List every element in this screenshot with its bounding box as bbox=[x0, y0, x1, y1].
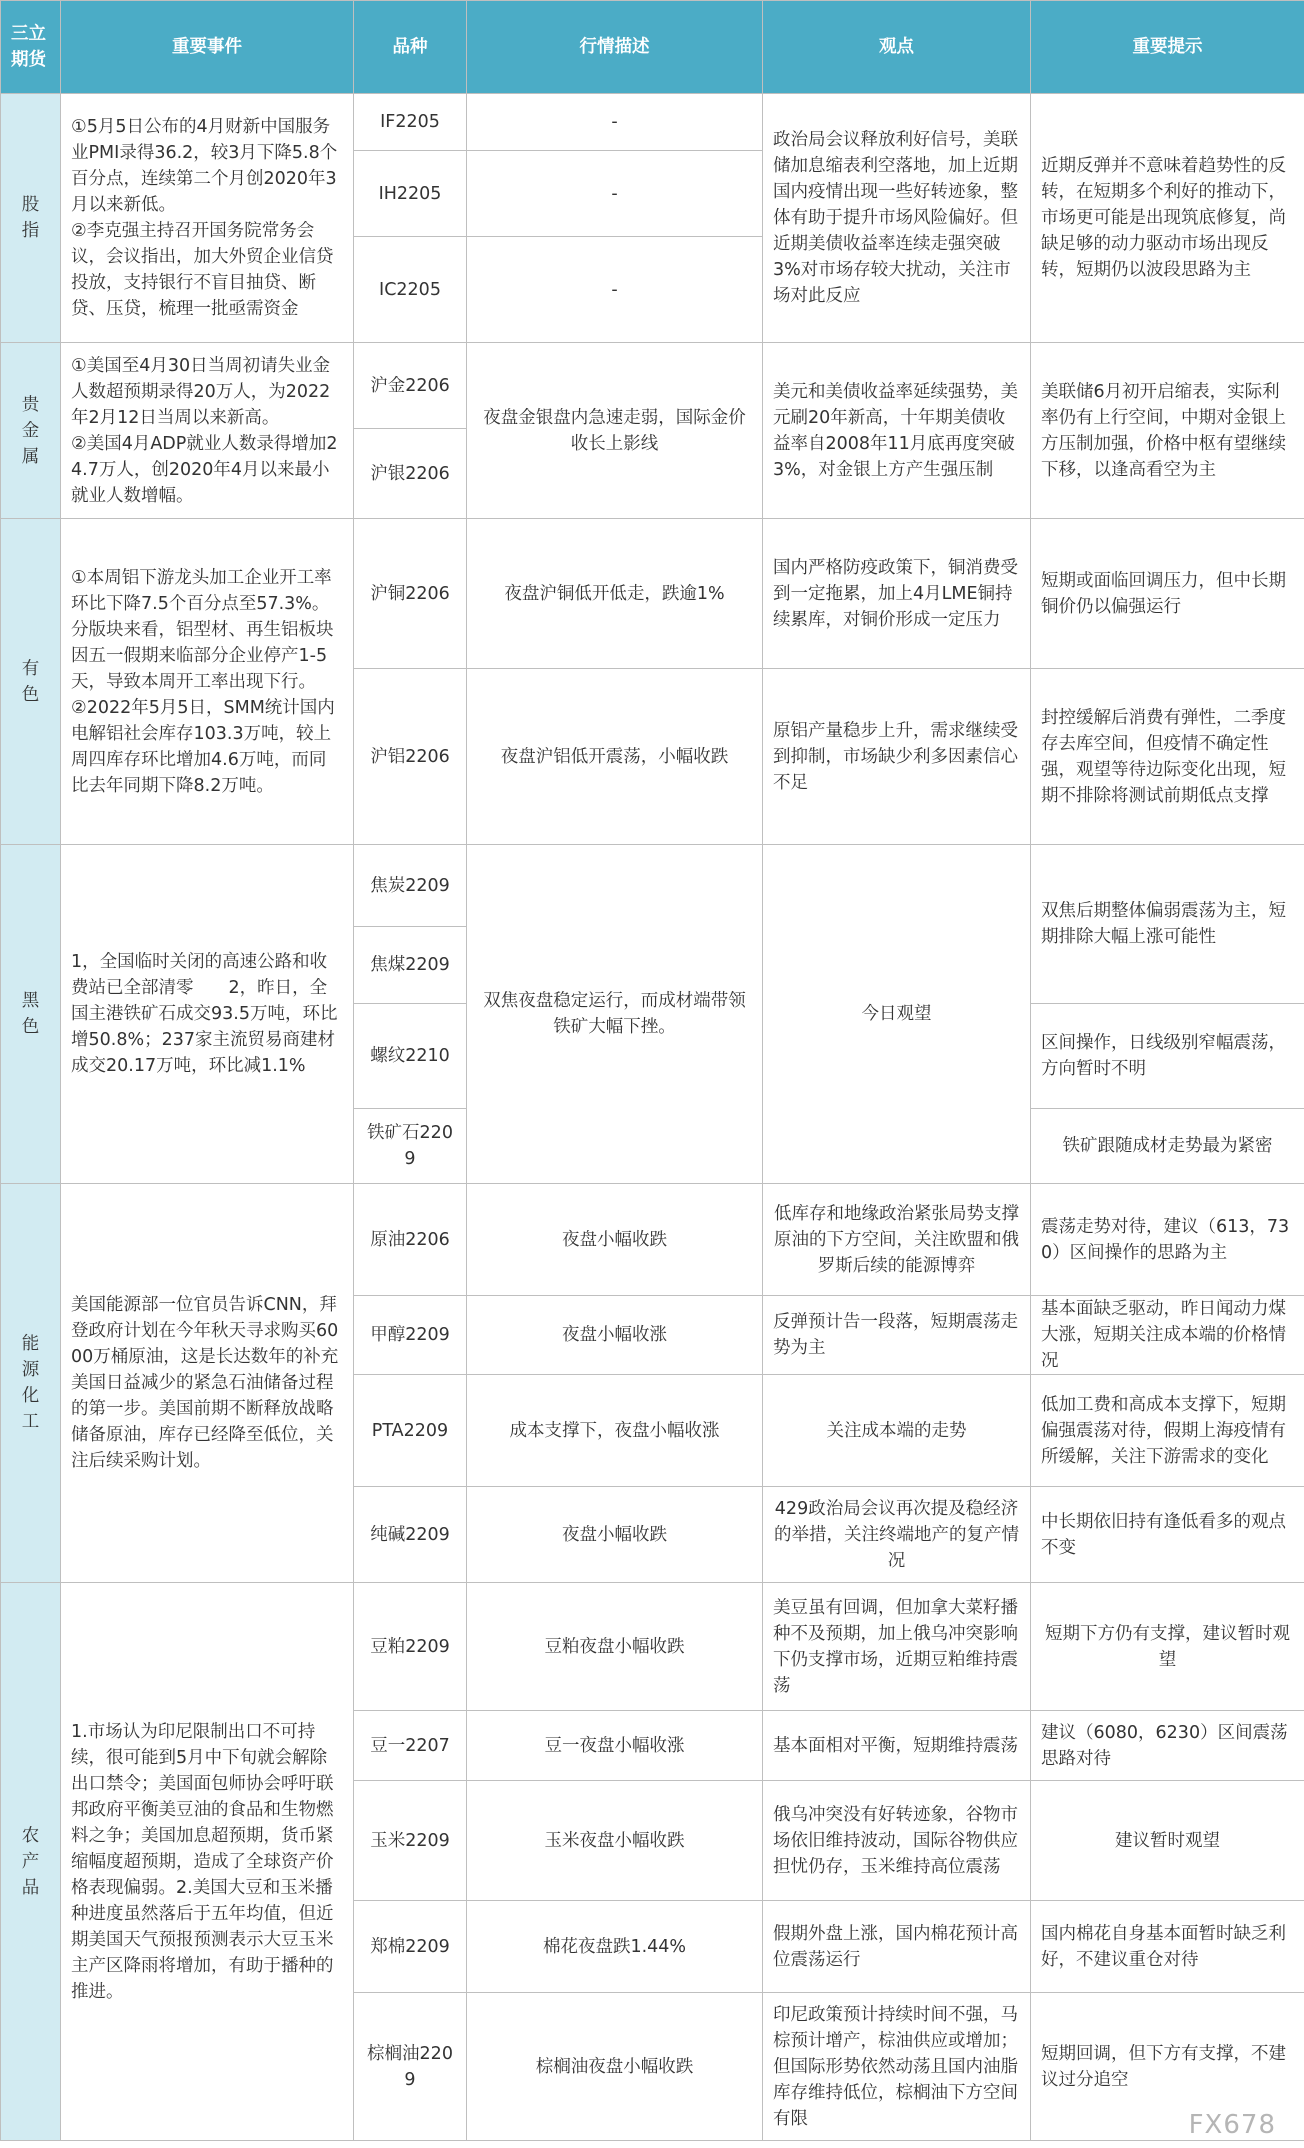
view-palm-oil-2209: 印尼政策预计持续时间不强，马棕预计增产，棕油供应或增加；但国际形势依然动荡且国内油脂库存维持低位，棕榈油下方空间有限 bbox=[763, 1993, 1031, 2141]
view-pta-2209: 关注成本端的走势 bbox=[763, 1375, 1031, 1487]
variety-copper-2206: 沪铜2206 bbox=[354, 519, 467, 669]
header-view: 观点 bbox=[763, 1, 1031, 94]
variety-iron-ore-2209: 铁矿石2209 bbox=[354, 1109, 467, 1184]
header-tip: 重要提示 bbox=[1031, 1, 1304, 94]
view-cotton-2209: 假期外盘上涨，国内棉花预计高位震荡运行 bbox=[763, 1901, 1031, 1993]
variety-palm-oil-2209: 棕榈油2209 bbox=[354, 1993, 467, 2141]
market-corn-2209: 玉米夜盘小幅收跌 bbox=[467, 1781, 763, 1901]
event-ferrous: 1，全国临时关闭的高速公路和收费站已全部清零 2，昨日，全国主港铁矿石成交93.5万吨，环比增50.8%；237家主流贸易商建材成交20.17万吨，环比减1.1% bbox=[61, 845, 354, 1184]
view-soymeal-2209: 美豆虽有回调，但加拿大菜籽播种不及预期，加上俄乌冲突影响下仍支撑市场，近期豆粕维持震荡 bbox=[763, 1583, 1031, 1711]
market-aluminum-2206: 夜盘沪铝低开震荡，小幅收跌 bbox=[467, 669, 763, 845]
tip-pta-2209: 低加工费和高成本支撑下，短期偏强震荡对待，假期上海疫情有所缓解，关注下游需求的变化 bbox=[1031, 1375, 1304, 1487]
variety-ic2205: IC2205 bbox=[354, 237, 467, 343]
category-stock-index: 股指 bbox=[1, 94, 61, 343]
tip-methanol-2209: 基本面缺乏驱动，昨日闻动力煤大涨，短期关注成本端的价格情况 bbox=[1031, 1296, 1304, 1375]
market-if2205: - bbox=[467, 94, 763, 151]
variety-soymeal-2209: 豆粕2209 bbox=[354, 1583, 467, 1711]
market-cotton-2209: 棉花夜盘跌1.44% bbox=[467, 1901, 763, 1993]
tip-aluminum-2206: 封控缓解后消费有弹性，二季度存去库空间，但疫情不确定性强，观望等待边际变化出现，短期不排除将测试前期低点支撑 bbox=[1031, 669, 1304, 845]
category-agriculture: 农产品 bbox=[1, 1583, 61, 2141]
market-ic2205: - bbox=[467, 237, 763, 343]
variety-silver-2206: 沪银2206 bbox=[354, 429, 467, 519]
view-corn-2209: 俄乌冲突没有好转迹象，谷物市场依旧维持波动，国际谷物供应担忧仍存，玉米维持高位震荡 bbox=[763, 1781, 1031, 1901]
table-row bbox=[1, 1583, 1304, 1711]
header-category: 三立 期货 bbox=[1, 1, 61, 94]
variety-rebar-2210: 螺纹2210 bbox=[354, 1004, 467, 1109]
market-palm-oil-2209: 棕榈油夜盘小幅收跌 bbox=[467, 1993, 763, 2141]
view-copper-2206: 国内严格防疫政策下，铜消费受到一定拖累，加上4月LME铜持续累库，对铜价形成一定压力 bbox=[763, 519, 1031, 669]
header-row bbox=[1, 1, 1304, 94]
variety-coking-coal-2209: 焦煤2209 bbox=[354, 927, 467, 1004]
variety-corn-2209: 玉米2209 bbox=[354, 1781, 467, 1901]
view-stock-index: 政治局会议释放利好信号，美联储加息缩表利空落地，加上近期国内疫情出现一些好转迹象，整体有助于提升市场风险偏好。但近期美债收益率连续走强突破3%对市场存较大扰动，关注市场对此反应 bbox=[763, 94, 1031, 343]
variety-crude-2206: 原油2206 bbox=[354, 1184, 467, 1296]
tip-crude-2206: 震荡走势对待，建议（613，730）区间操作的思路为主 bbox=[1031, 1184, 1304, 1296]
view-soda-ash-2209: 429政治局会议再次提及稳经济的举措，关注终端地产的复产情况 bbox=[763, 1487, 1031, 1583]
event-stock-index: ①5月5日公布的4月财新中国服务业PMI录得36.2，较3月下降5.8个百分点，连续第二个月创2020年3月以来新低。 ②李克强主持召开国务院常务会议，会议指出，加大外贸企业信贷投放，支持银行不盲目抽贷、断贷、压贷，梳理一批亟需资金 bbox=[61, 94, 354, 343]
table-row bbox=[1, 94, 1304, 151]
market-soda-ash-2209: 夜盘小幅收跌 bbox=[467, 1487, 763, 1583]
watermark-logo: FX678 bbox=[1188, 2110, 1276, 2140]
market-soymeal-2209: 豆粕夜盘小幅收跌 bbox=[467, 1583, 763, 1711]
event-energy-chemicals: 美国能源部一位官员告诉CNN，拜登政府计划在今年秋天寻求购买6000万桶原油，这是长达数年的补充美国日益减少的紧急石油储备过程的第一步。美国前期不断释放战略储备原油，库存已经降至低位，关注后续采购计划。 bbox=[61, 1184, 354, 1583]
tip-precious-metals: 美联储6月初开启缩表，实际利率仍有上行空间，中期对金银上方压制加强，价格中枢有望继续下移，以逢高看空为主 bbox=[1031, 343, 1304, 519]
view-aluminum-2206: 原铝产量稳步上升，需求继续受到抑制，市场缺少利多因素信心不足 bbox=[763, 669, 1031, 845]
tip-rebar-2210: 区间操作，日线级别窄幅震荡，方向暂时不明 bbox=[1031, 1004, 1304, 1109]
tip-soymeal-2209: 短期下方仍有支撑，建议暂时观望 bbox=[1031, 1583, 1304, 1711]
view-precious-metals: 美元和美债收益率延续强势，美元刷20年新高，十年期美债收益率自2008年11月底再度突破3%，对金银上方产生强压制 bbox=[763, 343, 1031, 519]
market-ferrous: 双焦夜盘稳定运行，而成材端带领铁矿大幅下挫。 bbox=[467, 845, 763, 1184]
tip-cotton-2209: 国内棉花自身基本面暂时缺乏利好，不建议重仓对待 bbox=[1031, 1901, 1304, 1993]
tip-corn-2209: 建议暂时观望 bbox=[1031, 1781, 1304, 1901]
category-precious-metals: 贵金属 bbox=[1, 343, 61, 519]
tip-iron-ore-2209: 铁矿跟随成材走势最为紧密 bbox=[1031, 1109, 1304, 1184]
event-precious-metals: ①美国至4月30日当周初请失业金人数超预期录得20万人，为2022年2月12日当周以来新高。 ②美国4月ADP就业人数录得增加24.7万人，创2020年4月以来最小就业人数增幅。 bbox=[61, 343, 354, 519]
header-market: 行情描述 bbox=[467, 1, 763, 94]
category-energy-chemicals: 能源化工 bbox=[1, 1184, 61, 1583]
table-row bbox=[1, 519, 1304, 669]
variety-if2205: IF2205 bbox=[354, 94, 467, 151]
variety-soda-ash-2209: 纯碱2209 bbox=[354, 1487, 467, 1583]
variety-aluminum-2206: 沪铝2206 bbox=[354, 669, 467, 845]
table-row bbox=[1, 343, 1304, 429]
tip-palm-oil-2209: 短期回调，但下方有支撑，不建议过分追空 bbox=[1031, 1993, 1304, 2141]
market-crude-2206: 夜盘小幅收跌 bbox=[467, 1184, 763, 1296]
view-soybean-2207: 基本面相对平衡，短期维持震荡 bbox=[763, 1711, 1031, 1781]
header-variety: 品种 bbox=[354, 1, 467, 94]
tip-copper-2206: 短期或面临回调压力，但中长期铜价仍以偏强运行 bbox=[1031, 519, 1304, 669]
view-methanol-2209: 反弹预计告一段落，短期震荡走势为主 bbox=[763, 1296, 1031, 1375]
market-soybean-2207: 豆一夜盘小幅收涨 bbox=[467, 1711, 763, 1781]
category-nonferrous: 有色 bbox=[1, 519, 61, 845]
table-row bbox=[1, 845, 1304, 927]
market-methanol-2209: 夜盘小幅收涨 bbox=[467, 1296, 763, 1375]
category-ferrous: 黑色 bbox=[1, 845, 61, 1184]
tip-stock-index: 近期反弹并不意味着趋势性的反转，在短期多个利好的推动下，市场更可能是出现筑底修复，尚缺足够的动力驱动市场出现反转，短期仍以波段思路为主 bbox=[1031, 94, 1304, 343]
tip-soybean-2207: 建议（6080，6230）区间震荡思路对待 bbox=[1031, 1711, 1304, 1781]
header-event: 重要事件 bbox=[61, 1, 354, 94]
market-precious-metals: 夜盘金银盘内急速走弱，国际金价收长上影线 bbox=[467, 343, 763, 519]
variety-coke-2209: 焦炭2209 bbox=[354, 845, 467, 927]
event-agriculture: 1.市场认为印尼限制出口不可持续，很可能到5月中下旬就会解除出口禁令；美国面包师协会呼吁联邦政府平衡美豆油的食品和生物燃料之争；美国加息超预期，货币紧缩幅度超预期，造成了全球资产价格表现偏弱。2.美国大豆和玉米播种进度虽然落后于五年均值，但近期美国天气预报预测表示大豆玉米主产区降雨将增加，有助于播种的推进。 bbox=[61, 1583, 354, 2141]
view-ferrous: 今日观望 bbox=[763, 845, 1031, 1184]
tip-coke-coal: 双焦后期整体偏弱震荡为主，短期排除大幅上涨可能性 bbox=[1031, 845, 1304, 1004]
event-nonferrous: ①本周铝下游龙头加工企业开工率环比下降7.5个百分点至57.3%。分版块来看，铝型材、再生铝板块因五一假期来临部分企业停产1-5天，导致本周开工率出现下行。 ②2022年5月5日，SMM统计国内电解铝社会库存103.3万吨，较上周四库存环比增加4.6万吨，而同比去年同期下降8.2万吨。 bbox=[61, 519, 354, 845]
market-ih2205: - bbox=[467, 151, 763, 237]
view-crude-2206: 低库存和地缘政治紧张局势支撑原油的下方空间，关注欧盟和俄罗斯后续的能源博弈 bbox=[763, 1184, 1031, 1296]
table-row bbox=[1, 1184, 1304, 1296]
variety-cotton-2209: 郑棉2209 bbox=[354, 1901, 467, 1993]
variety-gold-2206: 沪金2206 bbox=[354, 343, 467, 429]
market-pta-2209: 成本支撑下，夜盘小幅收涨 bbox=[467, 1375, 763, 1487]
variety-pta-2209: PTA2209 bbox=[354, 1375, 467, 1487]
market-copper-2206: 夜盘沪铜低开低走，跌逾1% bbox=[467, 519, 763, 669]
tip-soda-ash-2209: 中长期依旧持有逢低看多的观点不变 bbox=[1031, 1487, 1304, 1583]
variety-ih2205: IH2205 bbox=[354, 151, 467, 237]
variety-soybean-2207: 豆一2207 bbox=[354, 1711, 467, 1781]
variety-methanol-2209: 甲醇2209 bbox=[354, 1296, 467, 1375]
